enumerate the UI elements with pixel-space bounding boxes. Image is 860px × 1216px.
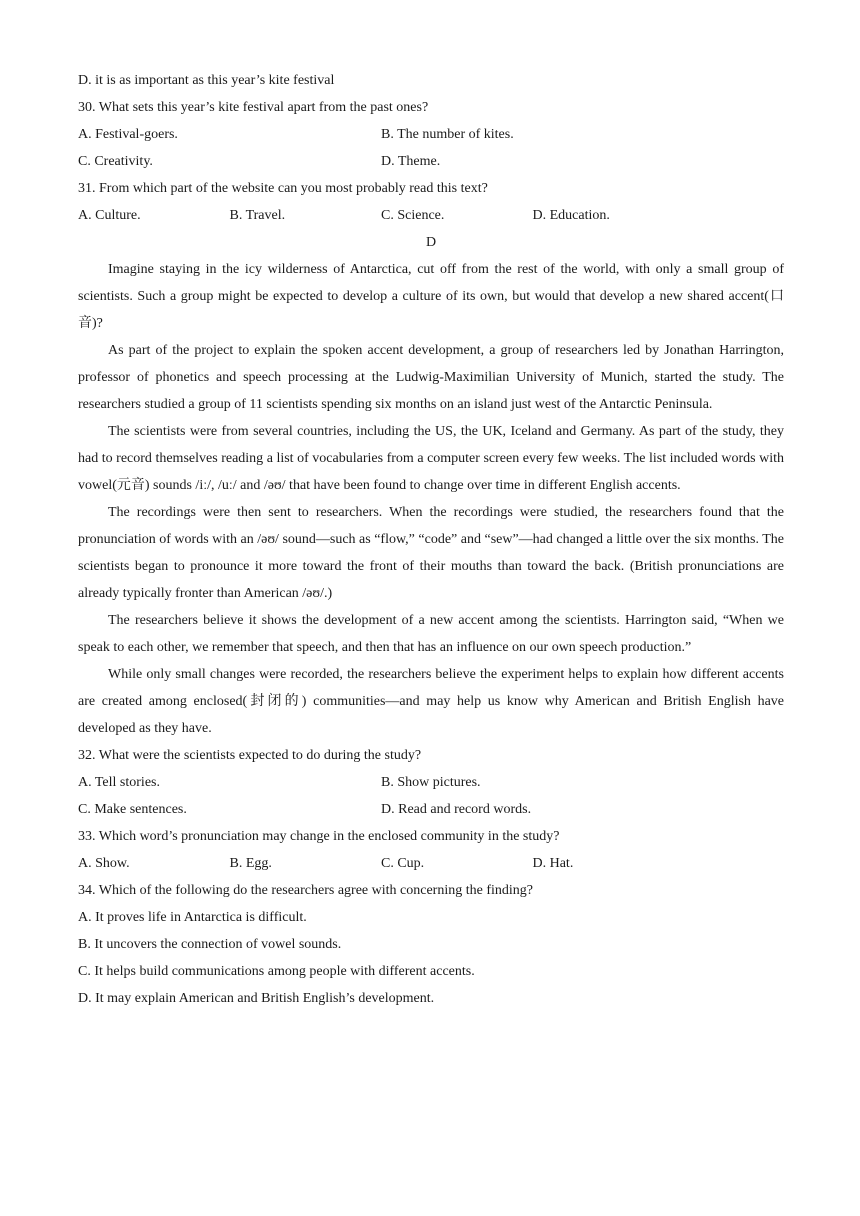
q30-option-d: D. Theme. bbox=[381, 154, 441, 169]
q32-options-row2 bbox=[78, 796, 784, 823]
q33-option-b: B. Egg. bbox=[229, 856, 272, 871]
q33-option-d: D. Hat. bbox=[532, 856, 574, 871]
page-content bbox=[78, 67, 784, 1012]
q30-stem: 30. What sets this year’s kite festival apart from the past ones? bbox=[78, 100, 429, 115]
q32-option-d: D. Read and record words. bbox=[381, 802, 532, 817]
q30-options-row1 bbox=[78, 121, 784, 148]
q32-option-a: A. Tell stories. bbox=[78, 775, 160, 790]
passage-paragraph-6: While only small changes were recorded, the researchers believe the experiment helps to explain how different accents are created among enclosed(封闭的) communities—and may help us know why American and British English have developed as they have. bbox=[78, 667, 784, 736]
q29-option-d: D. it is as important as this year’s kite festival bbox=[78, 73, 335, 88]
q30-options-row2 bbox=[78, 148, 784, 175]
q32-option-c: C. Make sentences. bbox=[78, 802, 187, 817]
q34-option-d: D. It may explain American and British English’s development. bbox=[78, 991, 435, 1006]
q33-option-c: C. Cup. bbox=[381, 856, 425, 871]
q34-option-a: A. It proves life in Antarctica is difficult. bbox=[78, 910, 307, 925]
section-label: D bbox=[425, 235, 437, 250]
q32-stem: 32. What were the scientists expected to do during the study? bbox=[78, 748, 422, 763]
passage-paragraph-1: Imagine staying in the icy wilderness of Antarctica, cut off from the rest of the world, with only a small group of scientists. Such a group might be expected to develop a culture of its own, but would that develop a new shared accent(口音)? bbox=[78, 262, 784, 331]
q33-options bbox=[78, 850, 784, 877]
q31-stem: 31. From which part of the website can you most probably read this text? bbox=[78, 181, 488, 196]
passage-paragraph-3: The scientists were from several countries, including the US, the UK, Iceland and Germany. As part of the study, they had to record themselves reading a list of vocabularies from a computer screen every few weeks. The list included words with vowel(元音) sounds /iː/, /uː/ and /əʊ/ that have been found to change over time in different English accents. bbox=[78, 424, 784, 493]
passage-paragraph-2: As part of the project to explain the spoken accent development, a group of researchers led by Jonathan Harrington, professor of phonetics and speech processing at the Ludwig-Maximilian University of Munich, started the study. The researchers studied a group of 11 scientists spending six months on an island just west of the Antarctic Peninsula. bbox=[78, 343, 784, 412]
q32-option-b: B. Show pictures. bbox=[381, 775, 481, 790]
q30-option-a: A. Festival-goers. bbox=[78, 127, 178, 142]
q31-options bbox=[78, 202, 784, 229]
q31-option-d: D. Education. bbox=[532, 208, 610, 223]
q34-option-c: C. It helps build communications among people with different accents. bbox=[78, 964, 475, 979]
q32-options-row1 bbox=[78, 769, 784, 796]
passage-paragraph-5: The researchers believe it shows the development of a new accent among the scientists. Harrington said, “When we speak to each other, we remember that speech, and then that has an influence on our own speech production.” bbox=[78, 613, 784, 655]
q31-option-c: C. Science. bbox=[381, 208, 445, 223]
q30-option-b: B. The number of kites. bbox=[381, 127, 514, 142]
passage-paragraph-4: The recordings were then sent to researchers. When the recordings were studied, the researchers found that the pronunciation of words with an /əʊ/ sound—such as “flow,” “code” and “sew”—had changed a little over the six months. The scientists began to pronounce it more toward the front of their mouths than toward the back. (British pronunciations are already typically fronter than American /əʊ/.) bbox=[78, 505, 784, 601]
q33-option-a: A. Show. bbox=[78, 856, 130, 871]
q34-option-b: B. It uncovers the connection of vowel sounds. bbox=[78, 937, 342, 952]
q31-option-b: B. Travel. bbox=[229, 208, 286, 223]
q33-stem: 33. Which word’s pronunciation may change in the enclosed community in the study? bbox=[78, 829, 560, 844]
q31-option-a: A. Culture. bbox=[78, 208, 141, 223]
q30-option-c: C. Creativity. bbox=[78, 154, 153, 169]
q34-stem: 34. Which of the following do the researchers agree with concerning the finding? bbox=[78, 883, 533, 898]
